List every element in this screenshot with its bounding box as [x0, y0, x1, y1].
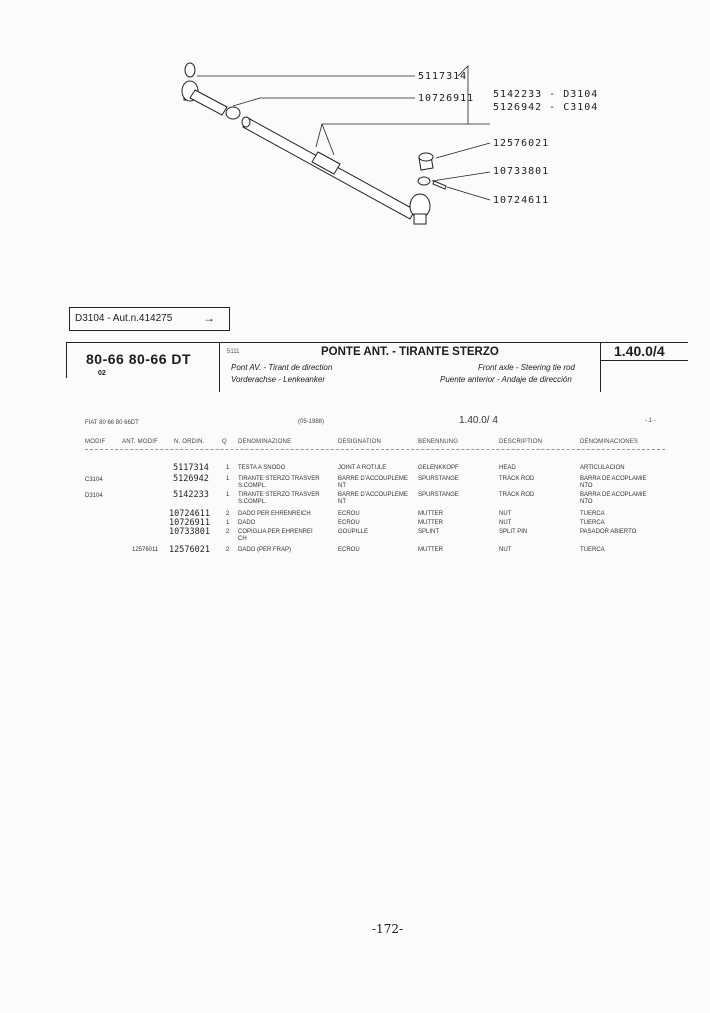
col-denominazione: DENOMINAZIONE [238, 439, 292, 445]
row-en: NUT [499, 511, 512, 517]
row-en: HEAD [499, 465, 516, 471]
row-es: TUERCA [580, 520, 605, 526]
table-row-part: 5142233 [173, 490, 209, 500]
row-en: NUT [499, 520, 512, 526]
row-fr: GOUPILLE [338, 529, 369, 535]
row-modif: D3104 [85, 493, 103, 499]
row-qty: 1 [226, 465, 230, 471]
row-qty: 1 [226, 492, 230, 498]
table-row-part: 12576021 [169, 545, 210, 555]
row-fr: ECROU [338, 511, 360, 517]
row-it: DADO [238, 520, 256, 526]
page-number: -172- [372, 922, 404, 936]
row-it: DADO PER EHRENREICH [238, 511, 311, 517]
table-row-part: 10733801 [169, 527, 210, 537]
section-code: 1.40.0/4 [614, 343, 665, 359]
row-es: BARRA DE ACOPLAMIE NTO [580, 476, 647, 489]
col-ant-modif: ANT. MODIF [122, 439, 158, 445]
row-es: TUERCA [580, 547, 605, 553]
nut-10726911 [226, 107, 240, 119]
meta-code: 1.40.0/ 4 [459, 415, 498, 426]
meta-page: - 1 - [645, 418, 656, 424]
meta-date: (05-1988) [298, 419, 325, 425]
model-name: 80-66 80-66 DT [86, 351, 192, 367]
header-rule [85, 449, 665, 450]
arrow-right-icon: → [203, 311, 215, 325]
row-ant-modif: 12576011 [132, 547, 159, 553]
col-n-ordin: N. ORDIN. [174, 439, 205, 445]
callout-5142233: 5142233 - D3104 [493, 89, 599, 100]
group-code: 5111 [227, 349, 240, 355]
table-row-part: 10724611 [169, 509, 210, 519]
title-spanish: Puente anterior - Andaje de dirección [440, 375, 572, 384]
row-es: ARTICULACION [580, 465, 625, 471]
row-it: COPIGLIA PER EHRENREI CH [238, 529, 313, 542]
row-de: MUTTER [418, 520, 443, 526]
header-code-rule [600, 360, 688, 361]
callout-10724611: 10724611 [493, 195, 550, 206]
col-description: DESCRIPTION [499, 439, 543, 445]
row-de: SPLINT [418, 529, 440, 535]
row-en: NUT [499, 547, 512, 553]
header-left-edge [66, 342, 67, 378]
callout-12576021: 12576021 [493, 138, 550, 149]
row-en: SPLIT PIN [499, 529, 528, 535]
table-row-part: 10726911 [169, 518, 210, 528]
col-benennung: BENENNUNG [418, 439, 459, 445]
row-it: DADO (PER FRAP) [238, 547, 292, 553]
row-fr: JOINT A ROTULE [338, 465, 387, 471]
table-row-part: 5126942 [173, 474, 209, 484]
row-fr: ECROU [338, 520, 360, 526]
row-modif: C3104 [85, 477, 103, 483]
row-de: SPURSTANGE [418, 492, 459, 498]
model-variant: 02 [98, 370, 106, 377]
split-pin [433, 181, 446, 189]
row-es: PASADOR ABIERTO [580, 529, 637, 535]
row-fr: BARRE D'ACCOUPLEME NT [338, 476, 408, 489]
steering-rod-diagram [0, 0, 710, 300]
model-box-text: D3104 - Aut.n.414275 [75, 313, 173, 324]
title-german: Vorderachse - Lenkeanker [231, 375, 325, 384]
row-fr: ECROU [338, 547, 360, 553]
row-it: TIRANTE STERZO TRASVER S.COMPL. [238, 476, 320, 489]
row-de: MUTTER [418, 511, 443, 517]
row-de: SPURSTANGE [418, 476, 459, 482]
row-es: BARRA DE ACOPLAMIE NTO [580, 492, 647, 505]
callout-5117314: 5117314 [418, 71, 468, 82]
row-fr: BARRE D'ACCOUPLEME NT [338, 492, 408, 505]
title-french: Pont AV. - Tirant de direction [231, 363, 333, 372]
header-divider-left [219, 342, 220, 392]
row-qty: 2 [226, 511, 230, 517]
header-divider-right [600, 342, 601, 392]
callout-10733801: 10733801 [493, 166, 550, 177]
row-en: TRACK ROD [499, 476, 535, 482]
header-top-rule [66, 342, 688, 343]
row-qty: 1 [226, 476, 230, 482]
callout-5126942: 5126942 - C3104 [493, 102, 599, 113]
row-es: TUERCA [580, 511, 605, 517]
col-qty: Q [222, 439, 227, 445]
col-modif: MODIF [85, 439, 106, 445]
model-modification-box [69, 307, 230, 331]
page-title: PONTE ANT. - TIRANTE STERZO [321, 346, 499, 358]
row-qty: 1 [226, 520, 230, 526]
col-denominaciones: DENOMINACIONES [580, 439, 639, 445]
meta-model: FIAT 80 66 80 66DT [85, 420, 139, 426]
row-it: TIRANTE STERZO TRASVER S.COMPL. [238, 492, 320, 505]
row-qty: 2 [226, 529, 230, 535]
callout-10726911: 10726911 [418, 93, 475, 104]
row-de: GELENKKOPF [418, 465, 459, 471]
row-qty: 2 [226, 547, 230, 553]
col-designation: DESIGNATION [338, 439, 382, 445]
title-english: Front axle - Steering tie rod [478, 363, 575, 372]
row-en: TRACK ROD [499, 492, 535, 498]
row-it: TESTA A SNODO [238, 465, 286, 471]
row-de: MUTTER [418, 547, 443, 553]
table-row-part: 5117314 [173, 463, 209, 473]
